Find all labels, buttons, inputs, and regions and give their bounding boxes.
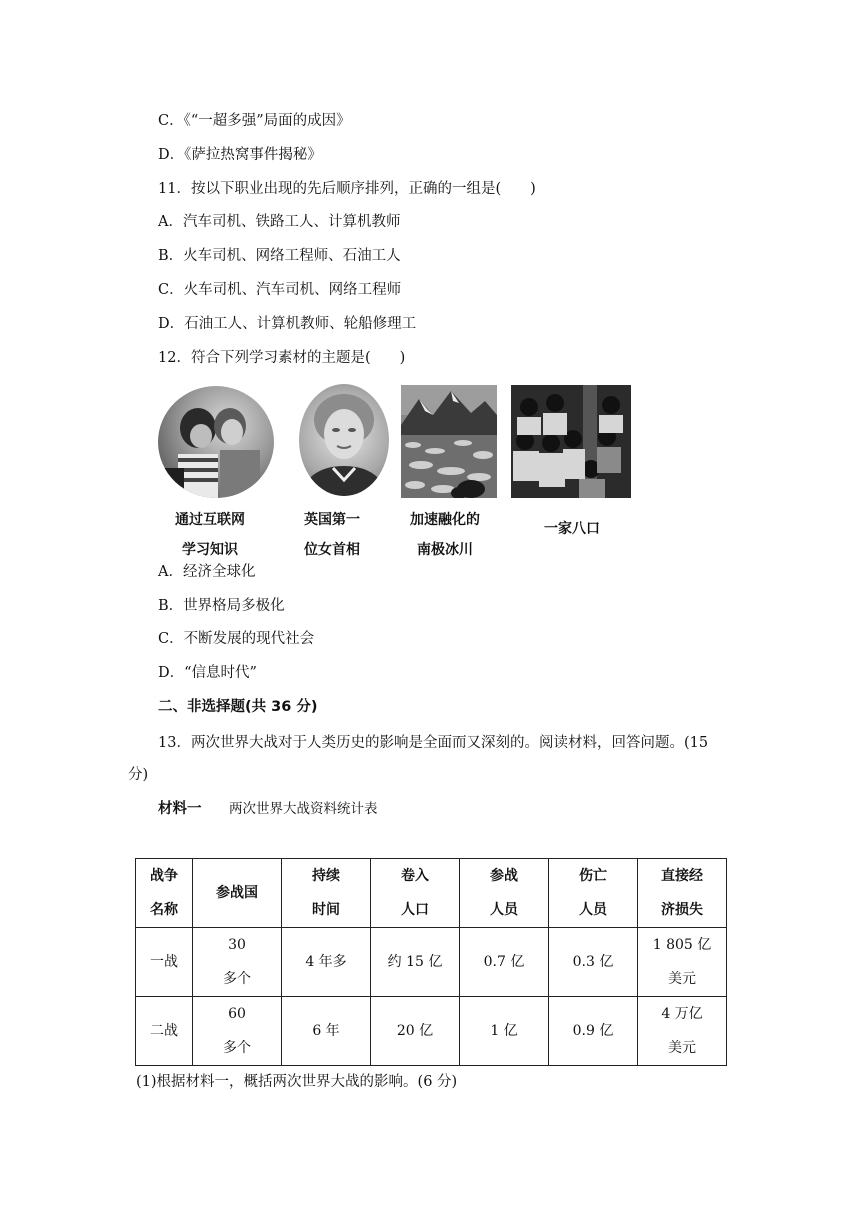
q12-stem: 12．符合下列学习素材的主题是( ) bbox=[158, 350, 406, 366]
header-cell: 战争 名称 bbox=[136, 859, 193, 928]
header-cell: 参战 人员 bbox=[460, 859, 549, 928]
soldiers-cell: 1 亿 bbox=[460, 997, 549, 1066]
internet-learning-photo bbox=[158, 386, 274, 498]
q11-option-d: D．石油工人、计算机教师、轮船修理工 bbox=[158, 316, 417, 332]
caption-internet: 通过互联网 学习知识 bbox=[175, 512, 245, 558]
q12-option-c: C．不断发展的现代社会 bbox=[158, 631, 315, 647]
countries-cell: 30 多个 bbox=[193, 928, 282, 997]
q10-option-d: D．《萨拉热窝事件揭秘》 bbox=[158, 147, 322, 163]
family-of-eight-photo bbox=[511, 385, 631, 498]
loss-cell: 1 805 亿 美元 bbox=[638, 928, 727, 997]
loss-cell: 4 万亿 美元 bbox=[638, 997, 727, 1066]
table-header-row bbox=[136, 859, 727, 928]
population-cell: 约 15 亿 bbox=[371, 928, 460, 997]
table-row bbox=[136, 997, 727, 1066]
soldiers-cell: 0.7 亿 bbox=[460, 928, 549, 997]
caption-family: 一家八口 bbox=[544, 521, 600, 537]
header-cell: 直接经 济损失 bbox=[638, 859, 727, 928]
q13-sub-question-1: (1)根据材料一，概括两次世界大战的影响。(6 分) bbox=[136, 1074, 458, 1090]
q11-option-c: C．火车司机、汽车司机、网络工程师 bbox=[158, 282, 402, 298]
q11-option-a: A．汽车司机、铁路工人、计算机教师 bbox=[158, 214, 401, 230]
q11-option-b: B．火车司机、网络工程师、石油工人 bbox=[158, 248, 401, 264]
q12-option-d: D．“信息时代” bbox=[158, 665, 257, 681]
header-cell: 持续 时间 bbox=[282, 859, 371, 928]
material-label: 材料一 bbox=[158, 801, 202, 817]
header-cell: 参战国 bbox=[193, 859, 282, 928]
q10-option-c: C．《“一超多强”局面的成因》 bbox=[158, 113, 351, 129]
population-cell: 20 亿 bbox=[371, 997, 460, 1066]
q11-stem: 11．按以下职业出现的先后顺序排列，正确的一组是( ) bbox=[158, 181, 536, 197]
casualties-cell: 0.3 亿 bbox=[549, 928, 638, 997]
casualties-cell: 0.9 亿 bbox=[549, 997, 638, 1066]
caption-glacier: 加速融化的 南极冰川 bbox=[410, 512, 480, 558]
table-row bbox=[136, 928, 727, 997]
header-cell: 卷入 人口 bbox=[371, 859, 460, 928]
q13-stem-continued: 分) bbox=[128, 767, 149, 783]
q12-option-a: A．经济全球化 bbox=[158, 564, 256, 580]
war-statistics-table bbox=[135, 858, 727, 1066]
q13-stem: 13．两次世界大战对于人类历史的影响是全面而又深刻的。阅读材料，回答问题。(15 bbox=[158, 735, 709, 751]
war-name: 一战 bbox=[136, 928, 193, 997]
material-title: 两次世界大战资料统计表 bbox=[229, 801, 378, 817]
section-heading: 二、非选择题(共 36 分) bbox=[158, 699, 318, 715]
war-name: 二战 bbox=[136, 997, 193, 1066]
female-prime-minister-portrait bbox=[299, 384, 389, 496]
header-cell: 伤亡 人员 bbox=[549, 859, 638, 928]
duration-cell: 4 年多 bbox=[282, 928, 371, 997]
duration-cell: 6 年 bbox=[282, 997, 371, 1066]
countries-cell: 60 多个 bbox=[193, 997, 282, 1066]
antarctic-glacier-photo bbox=[401, 385, 497, 498]
q12-option-b: B．世界格局多极化 bbox=[158, 598, 285, 614]
caption-prime-minister: 英国第一 位女首相 bbox=[304, 512, 360, 558]
